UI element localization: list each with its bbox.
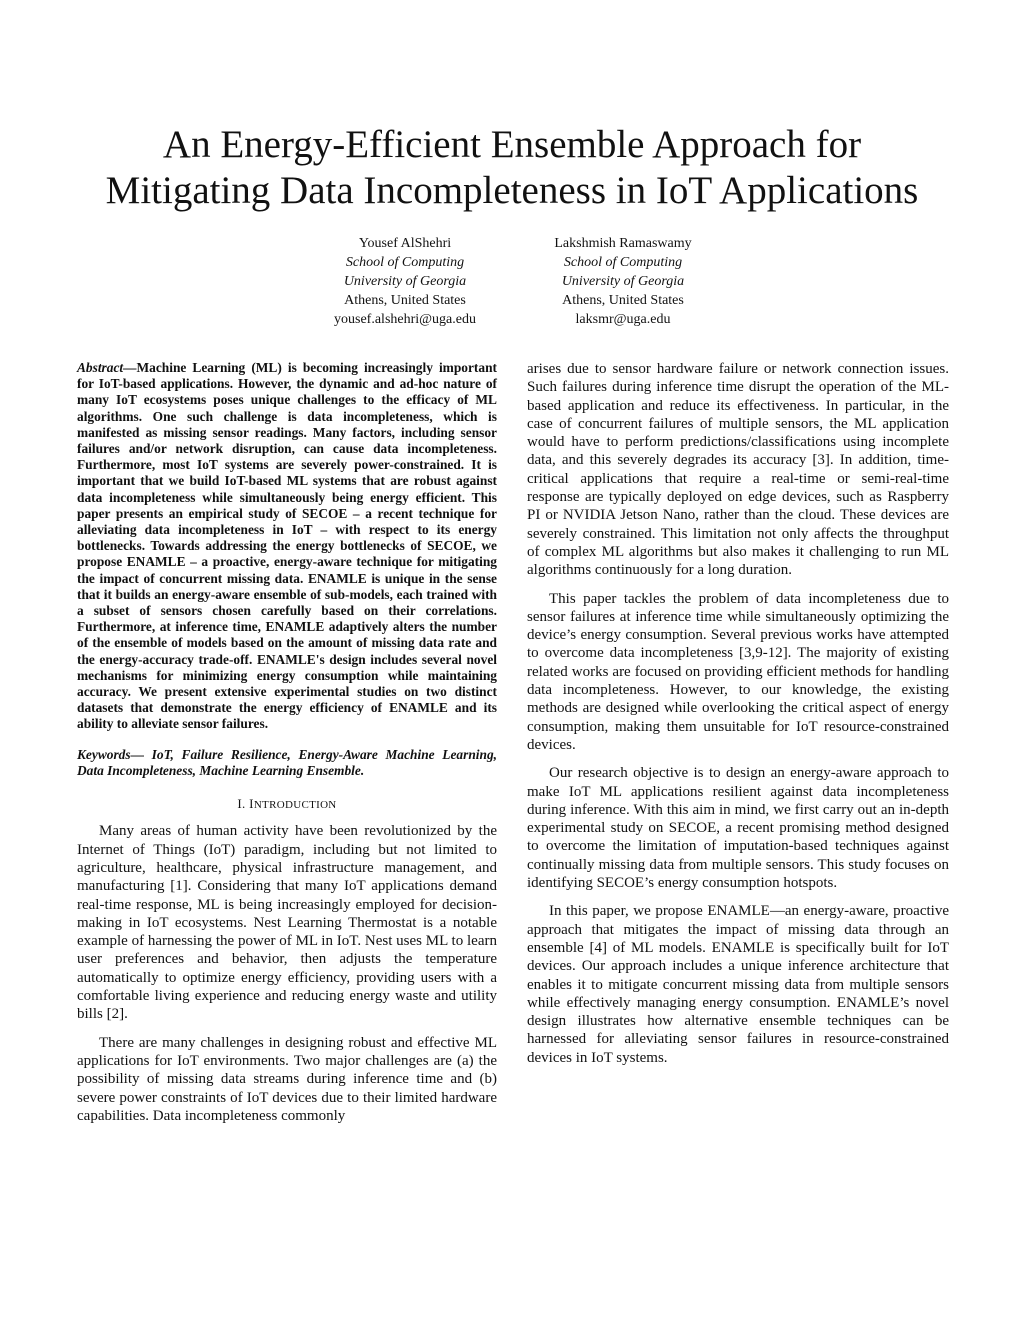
author-name: Yousef AlShehri — [358, 236, 452, 251]
section-number: I. — [237, 796, 246, 812]
section-title-rest: NTRODUCTION — [253, 799, 337, 812]
author-university: University of Georgia — [561, 274, 685, 289]
body-paragraph: In this paper, we propose ENAMLE—an energy-aware, proactive approach that mitigates the impact of missing data through an ensemble [4] of ML models. ENAMLE is specifically built for IoT devices. Our approach includes a unique inference architecture that enables it to mitigate concurrent missing data from multiple sensors while effectively managing energy consumption. ENAMLE’s novel design illustrates how alternative ensemble techniques can be harnessed for alleviating sensor failures in resource-constrained devices in IoT systems. — [527, 903, 949, 1066]
abstract-text: Machine Learning (ML) is becoming increasingly important for IoT-based applications. However, the dynamic and ad-hoc nature of many IoT ecosystems poses unique challenges to the efficacy of ML algorithms. One such challenge is data incompleteness, which is manifested as missing sensor readings. Many factors, including sensor failures and/or network disruption, can cause data incompleteness. Furthermore, most IoT systems are severely power-constrained. It is important that we build IoT-based ML systems that are robust against data incompleteness while simultaneously being energy efficient. This paper presents an empirical study of SECOE – a recent technique for alleviating data incompleteness in IoT – with respect to its energy bottlenecks. Towards addressing the energy bottlenecks of SECOE, we propose ENAMLE – a proactive, energy-aware technique for mitigating the impact of concurrent missing data. ENAMLE is unique in the sense that it builds an energy-aware ensemble of sub-models, each trained with a subset of sensors chosen carefully based on their correlations. Furthermore, at inference time, ENAMLE adaptively alters the number of the ensemble of models based on the amount of missing data rate and the energy-accuracy trade-off. ENAMLE's design includes several novel mechanisms for minimizing energy consumption while maintaining accuracy. We present extensive experimental studies on two distinct datasets that demonstrate the energy efficiency of ENAMLE and its ability to alleviate sensor failures. — [77, 360, 497, 732]
author-location: Athens, United States — [344, 293, 466, 308]
title-line-2: Mitigating Data Incompleteness in IoT Applications — [105, 169, 919, 212]
body-paragraph: This paper tackles the problem of data incompleteness due to sensor failures at inference time while simultaneously optimizing the device’s energy consumption. Several previous works have attempted to overcome data incompleteness [3,9-12]. The majority of existing related works are focused on providing efficient methods for handling data incompleteness. However, to our knowledge, the existing methods are designed while overlooking the critical aspect of energy consumption, making them unsuitable for IoT resource-constrained devices. — [527, 590, 949, 753]
section-first-letter: I — [249, 796, 254, 812]
abstract — [77, 360, 497, 733]
author-school: School of Computing — [345, 255, 465, 270]
abstract-lead: Abstract— — [77, 360, 137, 375]
keywords-text: IoT, Failure Resilience, Energy-Aware Machine Learning, Data Incompleteness, Machine Learning Ensemble. — [77, 746, 497, 778]
author-block-2 — [498, 234, 748, 329]
section-heading-introduction — [77, 795, 497, 814]
author-block-1 — [280, 234, 530, 329]
body-paragraph-continued: arises due to sensor hardware failure or network connection issues. Such failures during inference time disrupt the operation of the ML-based application and reduce its effectiveness. In particular, in the case of concurrent failures of multiple sensors, the ML application would have to perform predictions/classifications using incomplete data, and this severely degrades its accuracy [3]. In addition, time-critical applications that require a real-time or semi-real-time response are typically deployed on edge devices, such as Raspberry PI or NVIDIA Jetson Nano, rather than the cloud. These devices are severely constrained. This limitation not only affects the throughput of complex ML algorithms but also makes it challenging to run ML algorithms continuously for a long duration. — [527, 361, 949, 579]
body-paragraph: There are many challenges in designing robust and effective ML applications for IoT environments. Two major challenges are (a) the possibility of missing data streams during inference time and (b) severe power constraints of IoT devices due to their limited hardware capabilities. Data incompleteness commonly — [77, 1034, 497, 1124]
author-name: Lakshmish Ramaswamy — [554, 236, 692, 251]
paper-title — [40, 122, 984, 214]
body-paragraph: Our research objective is to design an energy-aware approach to make IoT ML applications resilient against data incompleteness during inference. With this aim in mind, we first carry out an in-depth experimental study on SECOE, a recent promising method designed to overcome the limitation of imputation-based techniques against continually missing data from multiple sensors. This study focuses on identifying SECOE’s energy consumption hotspots. — [527, 765, 949, 892]
author-location: Athens, United States — [562, 293, 684, 308]
left-column — [77, 360, 497, 1135]
author-email: laksmr@uga.edu — [575, 312, 671, 327]
body-paragraph: Many areas of human activity have been revolutionized by the Internet of Things (IoT) paradigm, including but not limited to agriculture, healthcare, physical infrastructure management, and manufacturing [1]. Considering that many IoT applications demand real-time response, ML is being increasingly employed for decision-making in IoT ecosystems. Nest Learning Thermostat is a notable example of harnessing the power of ML in IoT. Nest uses ML to learn user preferences and behavior, then adjusts the temperature automatically to optimize energy efficiency, providing users with a comfortable living experience and reducing energy waste and utility bills [2]. — [77, 823, 497, 1023]
keywords-lead: Keywords— — [77, 746, 144, 762]
author-university: University of Georgia — [343, 274, 467, 289]
title-line-1: An Energy-Efficient Ensemble Approach for — [162, 123, 862, 166]
author-school: School of Computing — [563, 255, 683, 270]
author-email: yousef.alshehri@uga.edu — [334, 312, 476, 327]
right-column — [527, 360, 949, 1077]
keywords — [77, 747, 497, 779]
